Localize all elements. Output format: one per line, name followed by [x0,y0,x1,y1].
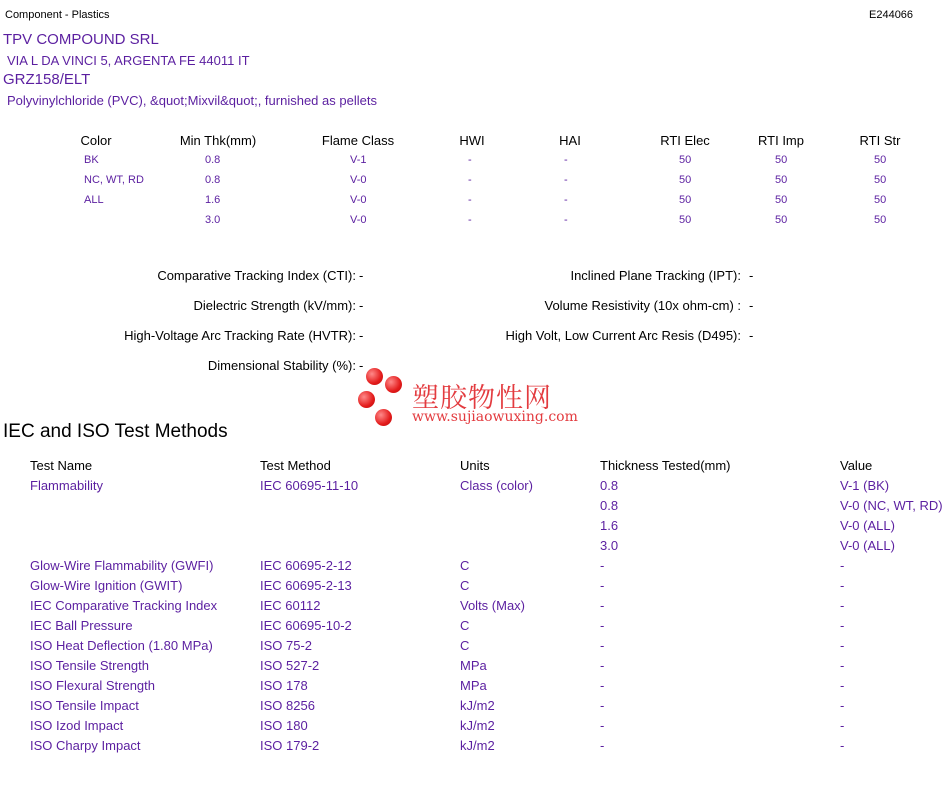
property-value: - [359,328,364,343]
iec-header-cell: Test Method [260,458,331,473]
ratings-header-cell: HAI [559,133,581,148]
property-label: Inclined Plane Tracking (IPT): [570,268,741,283]
iec-cell: V-0 (ALL) [840,518,895,533]
iec-cell: IEC 60695-10-2 [260,618,352,633]
iec-cell: ISO Izod Impact [30,718,124,733]
ratings-cell: 50 [679,214,692,226]
iec-cell: - [840,658,845,673]
iec-cell: 0.8 [600,498,619,513]
file-number: E244066 [869,9,914,21]
iec-cell: - [600,718,605,733]
company-address: VIA L DA VINCI 5, ARGENTA FE 44011 IT [7,53,250,68]
ratings-cell: 0.8 [205,174,221,186]
iec-cell: ISO Heat Deflection (1.80 MPa) [30,638,213,653]
property-label: Dielectric Strength (kV/mm): [193,298,356,313]
grade-name: GRZ158/ELT [3,71,91,88]
iec-cell: ISO 527-2 [260,658,320,673]
iec-cell: - [600,578,605,593]
iec-cell: Class (color) [460,478,533,493]
iec-cell: MPa [460,678,487,693]
iec-cell: ISO 75-2 [260,638,313,653]
ratings-cell: - [468,214,472,226]
iec-cell: IEC Ball Pressure [30,618,133,633]
ratings-cell: 50 [874,214,887,226]
watermark-chinese-text: 塑胶物性网 [412,383,552,414]
property-label: High Volt, Low Current Arc Resis (D495): [505,328,741,343]
property-label: Dimensional Stability (%): [207,358,356,373]
ratings-cell: - [564,174,568,186]
iec-cell: - [840,738,845,753]
iec-cell: ISO 8256 [260,698,315,713]
iec-cell: - [600,638,605,653]
iec-cell: - [840,558,845,573]
iec-cell: - [600,558,605,573]
iec-cell: 3.0 [600,538,619,553]
iec-cell: - [600,598,605,613]
iec-cell: V-0 (ALL) [840,538,895,553]
company-name: TPV COMPOUND SRL [3,31,159,48]
ratings-cell: 0.8 [205,154,221,166]
iec-cell: - [840,598,845,613]
ratings-cell: 50 [874,194,887,206]
iec-cell: - [600,658,605,673]
iec-cell: IEC Comparative Tracking Index [30,598,218,613]
iec-cell: 1.6 [600,518,619,533]
watermark-dot-icon [366,368,383,385]
material-description: Polyvinylchloride (PVC), &quot;Mixvil&quot;, furnished as pellets [7,93,377,108]
iec-cell: - [600,698,605,713]
ratings-header-cell: Flame Class [321,133,395,148]
ratings-cell: 50 [775,174,788,186]
ratings-cell: - [564,194,568,206]
iec-cell: C [460,558,470,573]
iec-cell: IEC 60112 [260,598,321,613]
iec-cell: 0.8 [600,478,619,493]
ratings-cell: 50 [679,154,692,166]
iec-cell: - [840,618,845,633]
ratings-cell: NC, WT, RD [84,174,144,186]
iec-header-cell: Value [840,458,873,473]
iec-cell: - [600,678,605,693]
iec-cell: C [460,638,470,653]
property-value: - [749,328,754,343]
iec-cell: ISO Tensile Impact [30,698,139,713]
ratings-header-cell: Min Thk(mm) [179,133,257,148]
iec-header-cell: Test Name [30,458,93,473]
ratings-header-cell: Color [80,133,112,148]
iec-cell: kJ/m2 [460,738,495,753]
ratings-cell: V-0 [350,214,367,226]
iec-cell: - [600,738,605,753]
iec-cell: C [460,618,470,633]
ratings-cell: V-0 [350,194,367,206]
iec-cell: - [840,718,845,733]
iec-cell: V-1 (BK) [840,478,890,493]
watermark-dot-icon [385,376,402,393]
ratings-header-cell: RTI Imp [758,133,804,148]
ratings-cell: - [468,154,472,166]
ratings-cell: 50 [775,154,788,166]
iec-cell: MPa [460,658,487,673]
iec-cell: Flammability [30,478,103,493]
iec-cell: - [840,698,845,713]
property-value: - [749,268,754,283]
property-value: - [749,298,754,313]
iec-cell: Volts (Max) [460,598,526,613]
ratings-cell: 50 [679,174,692,186]
ratings-cell: V-1 [350,154,367,166]
iec-cell: IEC 60695-11-10 [260,478,359,493]
ratings-cell: 50 [679,194,692,206]
iec-cell: kJ/m2 [460,718,495,733]
iec-cell: ISO Charpy Impact [30,738,141,753]
watermark-url: www.sujiaowuxing.com [412,409,578,425]
property-label: High-Voltage Arc Tracking Rate (HVTR): [124,328,356,343]
ratings-cell: 50 [775,214,788,226]
property-value: - [359,268,364,283]
iec-cell: ISO 178 [260,678,308,693]
ratings-cell: 50 [874,174,887,186]
ratings-cell: BK [84,154,99,166]
iec-header-cell: Units [460,458,490,473]
ratings-cell: - [564,154,568,166]
ratings-cell: - [468,174,472,186]
iec-cell: - [600,618,605,633]
ratings-cell: - [468,194,472,206]
property-value: - [359,358,364,373]
iec-cell: ISO Tensile Strength [30,658,149,673]
property-label: Comparative Tracking Index (CTI): [157,268,356,283]
iec-header-cell: Thickness Tested(mm) [600,458,731,473]
iec-cell: Glow-Wire Flammability (GWFI) [30,558,214,573]
iec-cell: ISO Flexural Strength [30,678,155,693]
property-label: Volume Resistivity (10x ohm-cm) : [544,298,741,313]
iec-cell: IEC 60695-2-13 [260,578,352,593]
category-label: Component - Plastics [5,9,110,21]
iec-cell: - [840,578,845,593]
ratings-cell: 3.0 [205,214,221,226]
ratings-header-cell: RTI Elec [660,133,710,148]
ratings-cell: - [564,214,568,226]
ratings-cell: V-0 [350,174,367,186]
iec-cell: V-0 (NC, WT, RD) [840,498,943,513]
ratings-header-cell: RTI Str [859,133,901,148]
watermark-dot-icon [375,409,392,426]
ratings-cell: 50 [775,194,788,206]
iec-cell: C [460,578,470,593]
iec-cell: IEC 60695-2-12 [260,558,352,573]
ratings-cell: 50 [874,154,887,166]
iec-cell: Glow-Wire Ignition (GWIT) [30,578,183,593]
iec-cell: kJ/m2 [460,698,495,713]
ratings-cell: 1.6 [205,194,221,206]
iec-cell: - [840,678,845,693]
ratings-cell: ALL [84,194,104,206]
iec-cell: ISO 179-2 [260,738,320,753]
iec-cell: ISO 180 [260,718,308,733]
iec-cell: - [840,638,845,653]
watermark-dot-icon [358,391,375,408]
property-value: - [359,298,364,313]
ratings-header-cell: HWI [459,133,485,148]
section-title: IEC and ISO Test Methods [3,421,228,442]
